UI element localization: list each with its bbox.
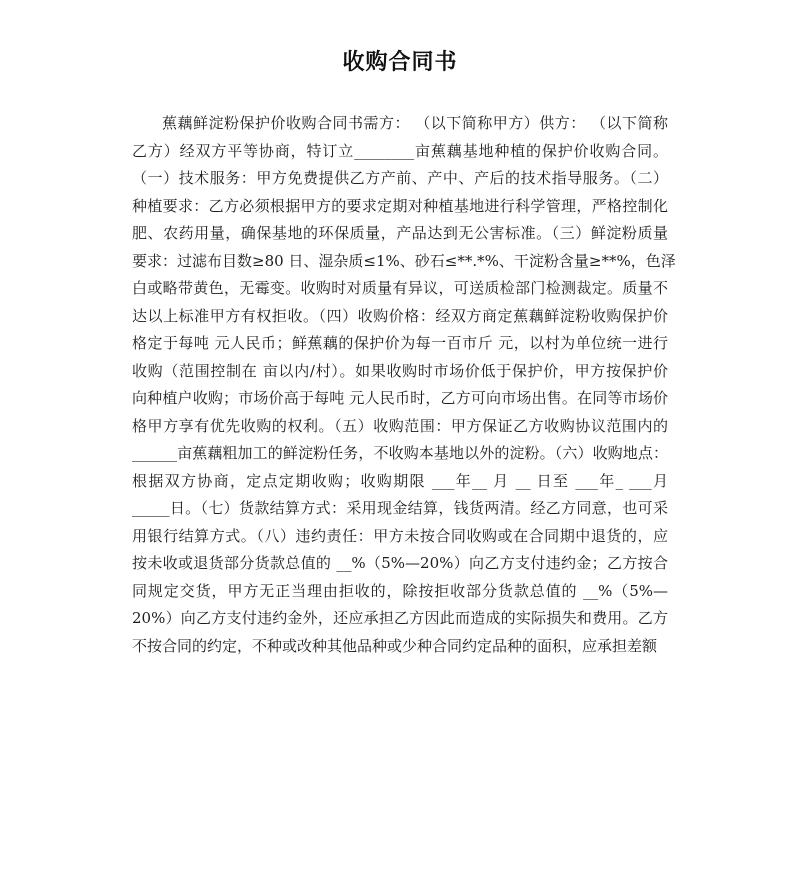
paragraph-line: 同规定交货，甲方无正当理由拒收的，除按拒收部分货款总值的 __%（5%— [132,581,668,600]
paragraph-line: 蕉藕鲜淀粉保护价收购合同书需方： （以下简称甲方）供方： （以下简称 [162,114,668,132]
paragraph-line: 根据双方协商，定点定期收购；收购期限 ___年__ 月 __ 日至 ___年_ ___月 [132,471,668,490]
paragraph-line: 收购（范围控制在 亩以内/村）。如果收购时市场价低于保护价，甲方按保护价 [132,361,668,380]
paragraph-line: 20%）向乙方支付违约金外，还应承担乙方因此而造成的实际损失和费用。乙方 [132,609,668,627]
paragraph-line: 向种植户收购；市场价高于每吨 元人民币时，乙方可向市场出售。在同等市场价 [132,389,668,407]
paragraph-line: 白或略带黄色，无霉变。收购时对质量有异议，可送质检部门检测裁定。质量不 [132,279,668,297]
paragraph-line: （一）技术服务：甲方免费提供乙方产前、产中、产后的技术指导服务。（二） [132,169,668,187]
paragraph-line: _____日。（七）货款结算方式：采用现金结算，钱货两清。经乙方同意，也可采 [132,499,668,517]
document-title: 收购合同书 [342,49,458,75]
paragraph-line: 格定于每吨 元人民币；鲜蕉藕的保护价为每一百市斤 元，以村为单位统一进行 [132,334,668,352]
paragraph-line: 乙方）经双方平等协商，特订立________亩蕉藕基地种植的保护价收购合同。 [132,141,668,160]
paragraph-line: 达以上标准甲方有权拒收。（四）收购价格：经双方商定蕉藕鲜淀粉收购保护价 [132,306,668,325]
paragraph-line: 要求：过滤布目数≥80 日、湿杂质≤1%、砂石≤**.*%、干淀粉含量≥**%，色泽 [132,251,676,270]
paragraph-line: 用银行结算方式。（八）违约责任：甲方未按合同收购或在合同期中退货的，应 [132,526,668,545]
paragraph-line: 按未收或退货部分货款总值的 __%（5%—20%）向乙方支付违约金；乙方按合 [132,554,668,572]
paragraph-line: 格甲方享有优先收购的权利。（五）收购范围：甲方保证乙方收购协议范围内的 [132,416,668,435]
contract-paragraph [132,110,676,660]
paragraph-line: 肥、农药用量，确保基地的环保质量，产品达到无公害标准。（三）鲜淀粉质量 [132,224,668,242]
paragraph-line: ______亩蕉藕粗加工的鲜淀粉任务，不收购本基地以外的淀粉。（六）收购地点： [132,444,668,462]
paragraph-line: 不按合同的约定，不种或改种其他品种或少种合同约定品种的面积，应承担差额 [132,636,658,655]
paragraph-line: 种植要求：乙方必须根据甲方的要求定期对种植基地进行科学管理，严格控制化 [132,196,668,215]
